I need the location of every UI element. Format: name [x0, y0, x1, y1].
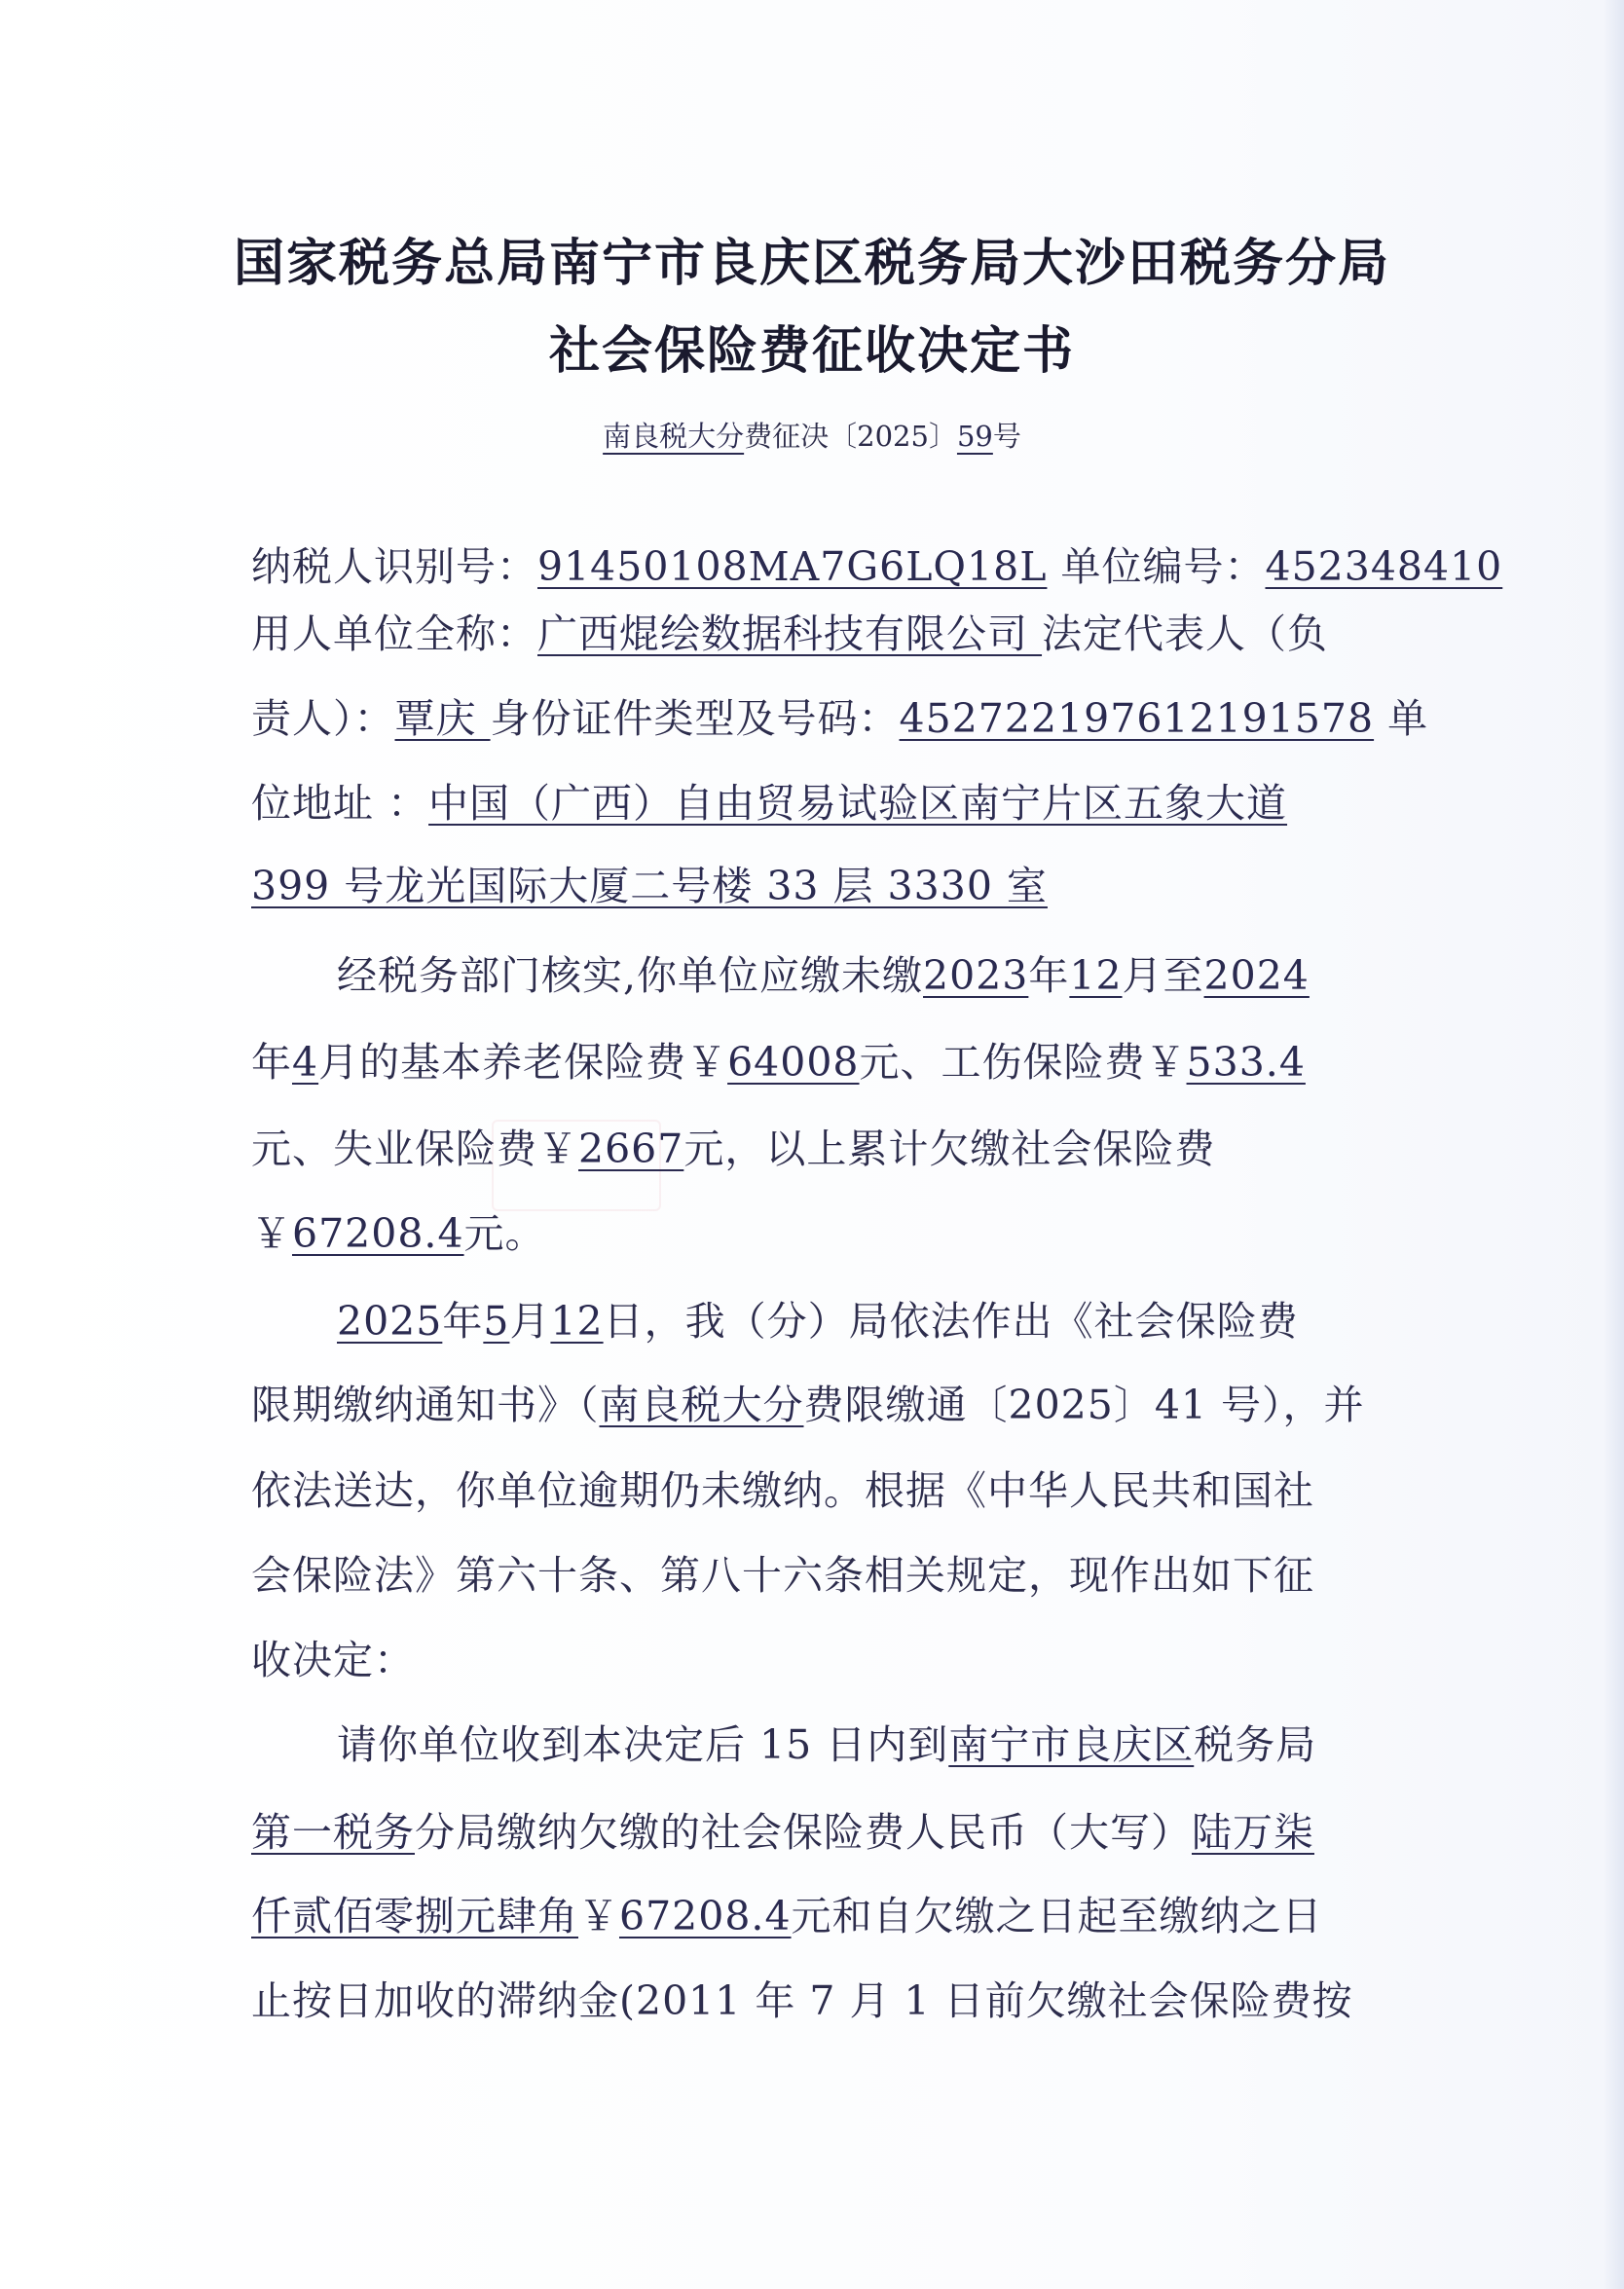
address-part-2: 399 号龙光国际大厦二号楼 33 层 3330 室 — [251, 863, 1048, 909]
p2-line-2 — [251, 1376, 1381, 1434]
label-address: 位地址 ： — [251, 780, 429, 827]
company-name: 广西焜绘数据科技有限公司 — [537, 610, 1043, 657]
p2-text-d: 限期缴纳通知书》（ — [251, 1382, 600, 1428]
legal-rep-name: 覃庆 — [394, 695, 491, 742]
p1-text-d: 年 — [251, 1039, 292, 1086]
pension-amount: 64008 — [727, 1039, 860, 1086]
header-line-1 — [251, 537, 1503, 596]
unemployment-amount: 2667 — [578, 1126, 684, 1172]
label-legal-rep: 法定代表人（负 — [1042, 610, 1329, 657]
doc-number-middle: 费征决〔2025〕 — [744, 420, 957, 453]
p1-text-b: 年 — [1028, 952, 1070, 999]
header-line-2 — [251, 605, 1381, 663]
p1-text-e: 月的基本养老保险费￥ — [318, 1039, 728, 1086]
notice-day: 12 — [550, 1298, 604, 1345]
arrears-start-month: 12 — [1069, 952, 1123, 999]
amount-chinese-part-2: 仟贰佰零捌元肆角 — [251, 1893, 578, 1939]
injury-amount: 533.4 — [1186, 1039, 1306, 1086]
p3-text-b: 税务局 — [1194, 1721, 1317, 1768]
p1-line-3 — [251, 1120, 1381, 1178]
header-line-3 — [251, 689, 1429, 748]
p1-text-c: 月至 — [1122, 952, 1204, 999]
p3-text-a: 请你单位收到本决定后 15 日内到 — [337, 1721, 949, 1768]
id-number: 452722197612191578 — [899, 695, 1375, 742]
header-line-4 — [251, 774, 1381, 832]
label-company: 用人单位全称： — [251, 610, 537, 657]
currency-symbol-2: ￥ — [578, 1893, 619, 1939]
arrears-end-month: 4 — [292, 1039, 319, 1086]
label-address-start: 单 — [1374, 695, 1429, 742]
label-taxpayer-id: 纳税人识别号： — [251, 543, 537, 590]
amount-numeric: 67208.4 — [619, 1893, 792, 1939]
p2-text-b: 月 — [509, 1298, 551, 1345]
doc-number-num: 59 — [956, 420, 993, 453]
notice-month: 5 — [483, 1298, 510, 1345]
p3-line-2 — [251, 1803, 1381, 1862]
unit-no: 452348410 — [1265, 543, 1503, 590]
notice-year: 2025 — [337, 1298, 443, 1345]
p1-line-1 — [337, 946, 1466, 1005]
amount-chinese-part-1: 陆万柒 — [1192, 1809, 1314, 1856]
label-unit-no: 单位编号： — [1047, 543, 1266, 590]
p3-line-3 — [251, 1887, 1381, 1945]
p3-text-c: 分局缴纳欠缴的社会保险费人民币（大写） — [415, 1809, 1192, 1856]
p2-line-5: 收决定： — [251, 1637, 415, 1683]
currency-symbol: ￥ — [251, 1210, 292, 1257]
arrears-start-year: 2023 — [923, 952, 1029, 999]
notice-office: 南良税大分 — [599, 1382, 804, 1428]
taxpayer-id: 91450108MA7G6LQ18L — [537, 543, 1048, 590]
header-line-5 — [251, 857, 1381, 915]
label-id-number: 身份证件类型及号码： — [490, 695, 900, 742]
label-legal-rep-cont: 责人）： — [251, 695, 395, 742]
document-number — [0, 415, 1624, 455]
p1-line-2 — [251, 1033, 1381, 1091]
p1-line-4 — [251, 1204, 1381, 1263]
p2-text-c: 日，我（分）局依法作出《社会保险费 — [603, 1298, 1299, 1345]
p1-text-h: 元，以上累计欠缴社会保险费 — [683, 1126, 1216, 1172]
total-arrears: 67208.4 — [292, 1210, 464, 1257]
p2-text-e: 费限缴通〔2025〕41 号），并 — [803, 1382, 1365, 1428]
document-title-line-1: 国家税务总局南宁市良庆区税务局大沙田税务分局 — [233, 235, 1390, 293]
p3-text-d: 元和自欠缴之日起至缴纳之日 — [791, 1893, 1323, 1939]
p3-line-1 — [337, 1716, 1466, 1774]
p3-line-4: 止按日加收的滞纳金(2011 年 7 月 1 日前欠缴社会保险费按 — [251, 1977, 1353, 2024]
doc-number-suffix: 号 — [992, 420, 1021, 453]
arrears-end-year: 2024 — [1203, 952, 1310, 999]
payment-bureau: 南宁市良庆区 — [948, 1721, 1195, 1768]
address-part-1: 中国（广西）自由贸易试验区南宁片区五象大道 — [428, 780, 1288, 827]
p2-line-3: 依法送达，你单位逾期仍未缴纳。根据《中华人民共和国社 — [251, 1467, 1314, 1514]
p1-text-g: 元、失业保险费￥ — [251, 1126, 578, 1172]
p2-line-1 — [337, 1292, 1466, 1350]
payment-branch: 第一税务 — [251, 1809, 415, 1856]
p1-text-a: 经税务部门核实,你单位应缴未缴 — [337, 952, 924, 999]
p1-text-f: 元、工伤保险费￥ — [859, 1039, 1187, 1086]
doc-number-prefix: 南良税大分 — [603, 420, 745, 453]
p2-text-a: 年 — [442, 1298, 484, 1345]
p2-line-4: 会保险法》第六十条、第八十六条相关规定，现作出如下征 — [251, 1552, 1314, 1599]
p1-text-i: 元。 — [463, 1210, 546, 1257]
document-title-line-2: 社会保险费征收决定书 — [548, 322, 1075, 381]
